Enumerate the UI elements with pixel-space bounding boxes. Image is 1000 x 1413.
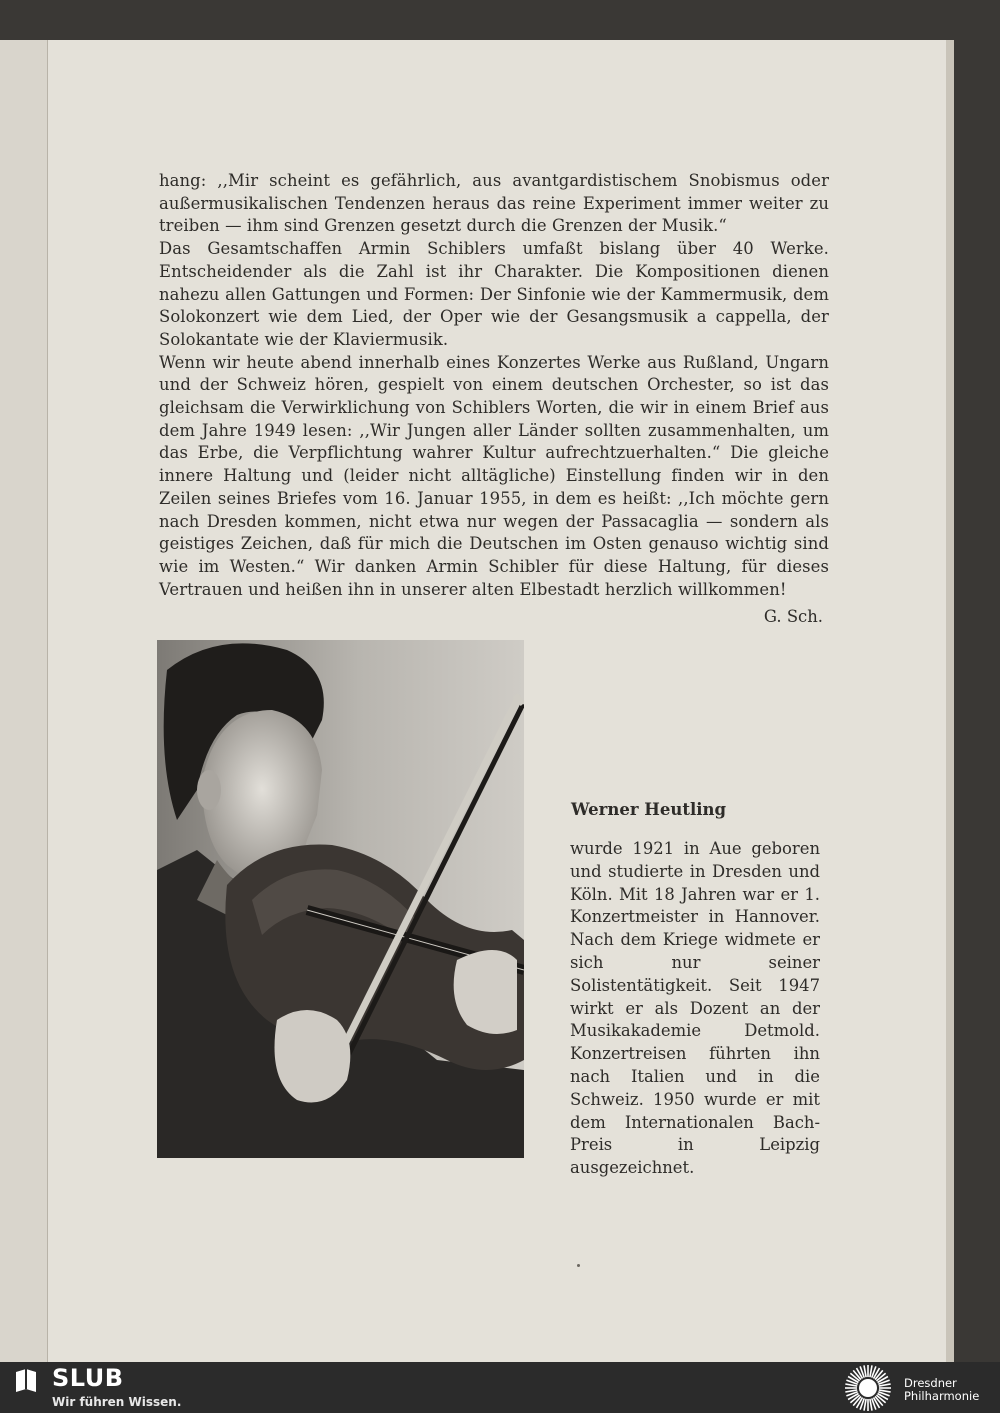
slub-book-icon[interactable] <box>14 1368 38 1394</box>
author-signature: G. Sch. <box>763 607 823 626</box>
paragraph: Das Gesamtschaffen Armin Schiblers umfaßt bislang über 40 Werke. Entscheidender als die Zahl ist ihr Charakter. Die Kompositionen dienen nahezu allen Gattungen und Formen: Der Sinfonie wie der Kammermusik, dem Solokonzert wie dem Lied, der Oper wie der Gesangsmusik a cappella, der Solokantate wie der Klaviermusik. <box>159 239 829 349</box>
bio-heading: Werner Heutling <box>571 800 727 819</box>
slub-tagline: Wir führen Wissen. <box>52 1395 182 1409</box>
partner-name-line2: Philharmonie <box>904 1389 980 1403</box>
bio-text: wurde 1921 in Aue geboren und studierte in Dresden und Köln. Mit 18 Jahren war er 1. Konzertmeister in Hannover. Nach dem Kriege widmete er sich nur seiner Solistentätigkeit. Seit 1947 wirkt er als Dozent an der Musikakademie Detmold. Konzertreisen führten ihn nach Italien und in die Schweiz. 1950 wurde er mit dem Internationalen Bach-Preis in Leipzig ausgezeichnet. <box>570 839 820 1178</box>
page-edge <box>946 40 954 1362</box>
dresdner-philharmonie-sunburst-icon[interactable] <box>842 1363 894 1413</box>
partner-name-line1: Dresdner <box>904 1376 957 1390</box>
article-body <box>159 170 829 601</box>
page-mark <box>577 1264 580 1267</box>
violinist-photo <box>157 640 524 1158</box>
previous-page-edge <box>0 40 48 1362</box>
partner-name[interactable] <box>904 1377 979 1403</box>
paragraph: Wenn wir heute abend innerhalb eines Konzertes Werke aus Rußland, Ungarn und der Schweiz hören, gespielt von einem deutschen Orchester, so ist das gleichsam die Verwirklichung von Schiblers Worten, die wir in einem Brief aus dem Jahre 1949 lesen: ,,Wir Jungen aller Länder sollten zusammenhalten, um das Erbe, die Verpflichtung wahrer Kultur aufrechtzuerhalten.“ Die gleiche innere Haltung und (leider nicht alltägliche) Einstellung finden wir in den Zeilen seines Briefes vom 16. Januar 1955, in dem es heißt: ,,Ich möchte gern nach Dresden kommen, nicht etwa nur wegen der Passacaglia — sondern als geistiges Zeichen, daß für mich die Deutschen im Osten genauso wichtig sind wie im Westen.“ Wir danken Armin Schibler für diese Haltung, für dieses Vertrauen und heißen ihn in unserer alten Elbestadt herzlich willkommen! <box>159 352 829 599</box>
slub-name[interactable]: SLUB <box>52 1364 124 1392</box>
paragraph: hang: ,,Mir scheint es gefährlich, aus avantgardistischem Snobismus oder außermusikalischen Tendenzen heraus das reine Experiment immer weiter zu treiben — ihm sind Grenzen gesetzt durch die Grenzen der Musik.“ <box>159 171 829 236</box>
